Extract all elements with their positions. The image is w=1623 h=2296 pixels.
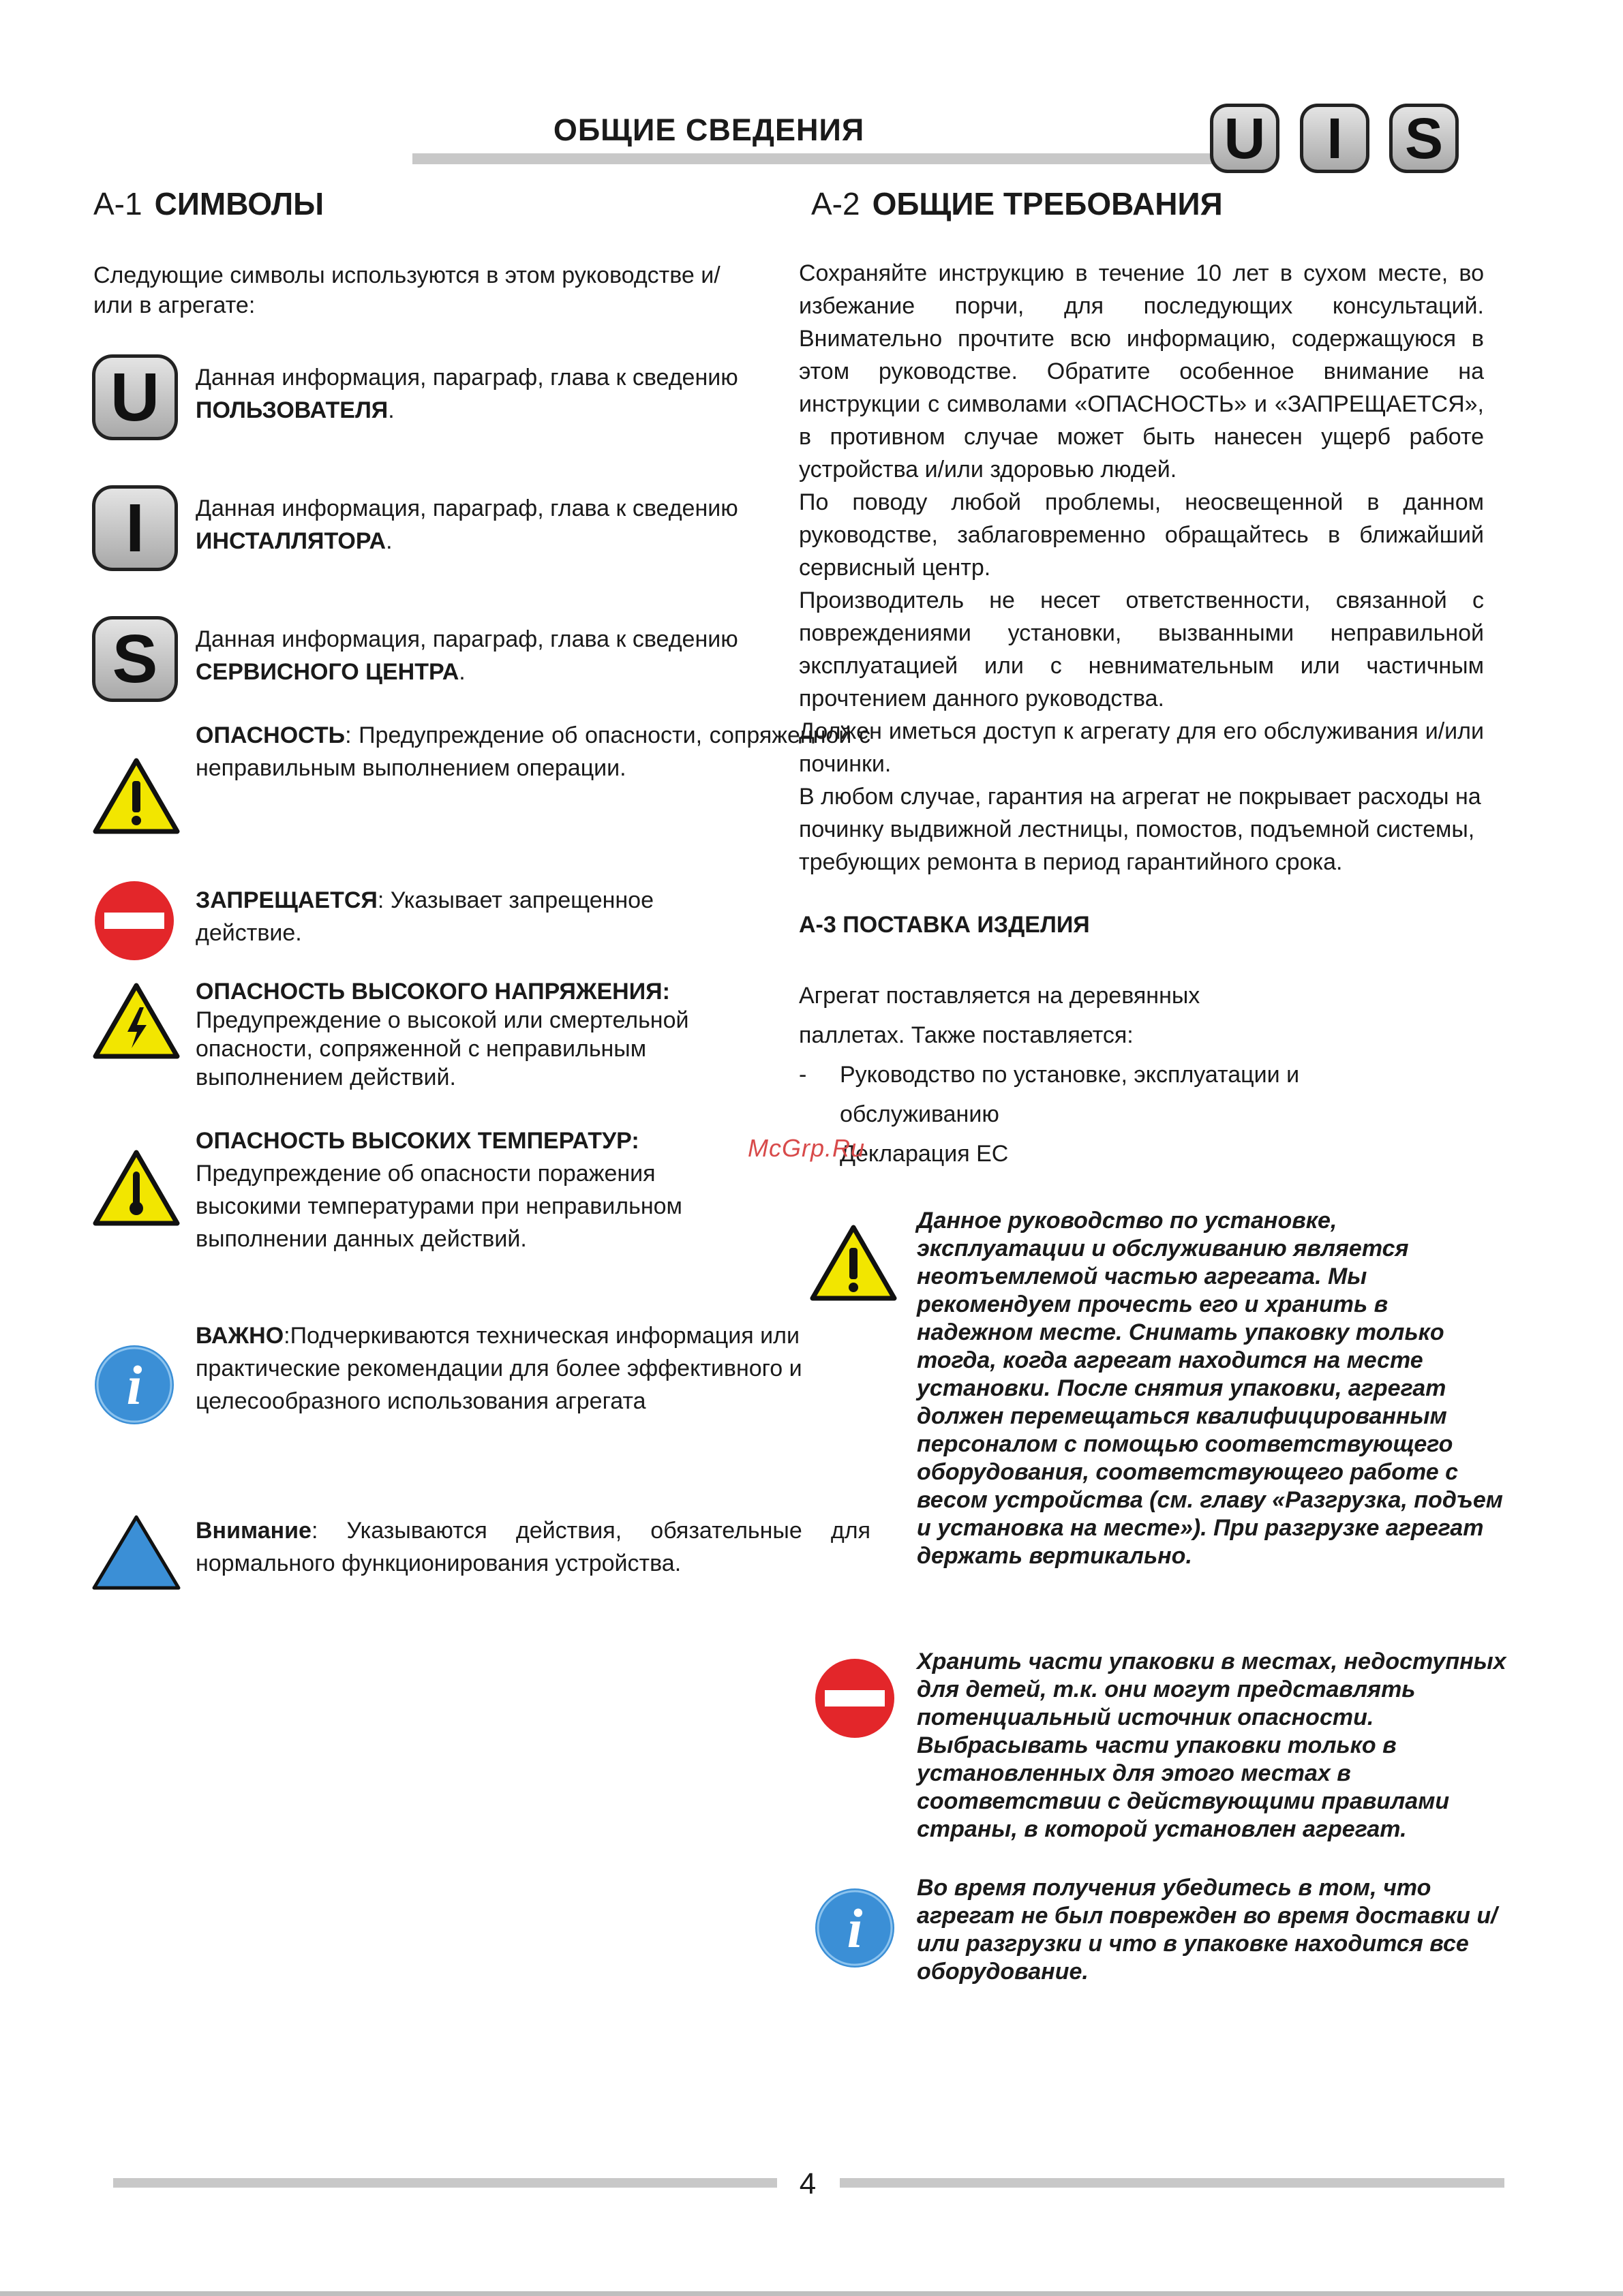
delivery-info-note: Во время получения убедитесь в том, что агрегат не был поврежден во время доставки и/или разгрузки и что в упаковке находится все оборудование.	[917, 1875, 1498, 1985]
svg-text:i: i	[847, 1897, 863, 1959]
info-icon	[813, 1886, 897, 1970]
symbol-important-text	[196, 1319, 877, 1418]
list-item: Декларация ЕС	[840, 1141, 1009, 1167]
packaging-forbidden-note: Хранить части упаковки в местах, недоступных для детей, т.к. они могут представлять потенциальный источник опасности. Выбрасывать части упаковки только в установленных для этого местах в соответствии с действующими правилами страны, в которой установлен агрегат.	[917, 1649, 1506, 1842]
list-bullet: -	[799, 1062, 807, 1088]
symbol-target: ОПАСНОСТЬ ВЫСОКИХ ТЕМПЕРАТУР	[196, 1128, 632, 1154]
symbol-desc: :Подчеркиваются техническая информация или практические рекомендации для более эффективного и целесообразного использования агрегата	[196, 1323, 802, 1414]
warning-triangle-icon	[92, 756, 181, 835]
user-badge-icon: U	[1210, 104, 1279, 173]
symbol-target: ЗАПРЕЩАЕТСЯ	[196, 887, 378, 913]
symbol-target: ВАЖНО	[196, 1323, 284, 1349]
symbol-desc: Данная информация, параграф, глава к сведению	[196, 495, 738, 521]
symbol-target: ПОЛЬЗОВАТЕЛЯ	[196, 397, 389, 423]
symbol-attention-text	[196, 1514, 870, 1580]
symbol-desc: Предупреждение об опасности поражения высокими температурами при неправильном выполнении данных действий.	[196, 1161, 682, 1252]
paragraph: По поводу любой проблемы, неосвещенной в данном руководстве, заблаговременно обращайтесь в ближайший сервисный центр.	[799, 489, 1484, 581]
symbol-desc: Данная информация, параграф, глава к сведению	[196, 626, 738, 652]
no-entry-icon	[92, 878, 177, 963]
watermark: McGrp.Ru	[748, 1134, 866, 1162]
svg-text:i: i	[126, 1354, 142, 1416]
footer-divider-right	[840, 2178, 1504, 2188]
section-title: ОБЩИЕ ТРЕБОВАНИЯ	[872, 186, 1223, 221]
installer-badge-icon: I	[1300, 104, 1369, 173]
section-number: A-2	[811, 186, 860, 221]
symbol-desc: : Указывает запрещенное действие.	[196, 887, 654, 946]
section-title: ПОСТАВКА ИЗДЕЛИЯ	[843, 912, 1090, 938]
page-header-title: ОБЩИЕ СВЕДЕНИЯ	[553, 112, 865, 147]
symbol-target: ИНСТАЛЛЯТОРА	[196, 528, 386, 554]
symbol-target: СЕРВИСНОГО ЦЕНТРА	[196, 659, 459, 685]
section-number: A-3	[799, 912, 836, 938]
symbol-desc: Предупреждение о высокой или смертельной опасности, сопряженной с неправильным выполнением действий.	[196, 1007, 689, 1090]
page-number: 4	[799, 2167, 817, 2201]
section-a2-heading	[811, 185, 1223, 222]
installer-badge-icon: I	[92, 485, 178, 571]
symbols-intro: Следующие символы используются в этом руководстве и/или в агрегате:	[93, 262, 721, 318]
symbol-high-voltage-text	[196, 977, 870, 1092]
footer-divider-left	[113, 2178, 777, 2188]
symbol-colon: :	[662, 979, 670, 1005]
high-voltage-icon	[92, 981, 181, 1060]
symbol-target: Внимание	[196, 1518, 312, 1544]
supply-line: Агрегат поставляется на деревянных	[799, 983, 1200, 1009]
symbol-target: ОПАСНОСТЬ	[196, 722, 346, 748]
symbol-colon: :	[631, 1128, 639, 1154]
section-title: СИМВОЛЫ	[154, 186, 324, 221]
section-a3-heading	[799, 912, 1090, 938]
bottom-edge	[0, 2291, 1623, 2296]
symbol-service-text	[196, 623, 870, 688]
symbol-installer-text	[196, 492, 870, 557]
paragraph: Сохраняйте инструкцию в течение 10 лет в сухом месте, во избежание порчи, для последующих консультаций. Внимательно прочтите всю информацию, содержащуюся в этом руководстве. Обратите особенное внимание на инструкции с символами «ОПАСНОСТЬ» и «ЗАПРЕЩАЕТСЯ», в противном случае может быть нанесен ущерб работе устройства и/или здоровью людей.	[799, 260, 1484, 483]
header-divider	[412, 153, 1227, 164]
symbol-end: .	[459, 659, 466, 685]
symbol-desc: : Указываются действия, обязательные для нормального функционирования устройства.	[196, 1518, 870, 1576]
symbol-desc: : Предупреждение об опасности, сопряженной с неправильным выполнением операции.	[196, 722, 870, 781]
user-badge-icon: U	[92, 354, 178, 440]
paragraph: В любом случае, гарантия на агрегат не покрывает расходы на починку выдвижной лестницы, помостов, подъемной системы, требующих ремонта в период гарантийного срока.	[799, 784, 1481, 875]
symbol-desc: Данная информация, параграф, глава к сведению	[196, 365, 738, 391]
section-number: A-1	[93, 186, 142, 221]
supply-list	[799, 1055, 1358, 1174]
symbol-target: ОПАСНОСТЬ ВЫСОКОГО НАПРЯЖЕНИЯ	[196, 979, 663, 1005]
unpacking-warning-note: Данное руководство по установке, эксплуатации и обслуживанию является неотъемлемой частью агрегата. Мы рекомендуем прочесть его и хранить в надежном месте. Снимать упаковку только тогда, когда агрегат находится на месте установки. После снятия упаковки, агрегат должен перемещаться квалифицированным персоналом с помощью соответствующего оборудования, соответствующего работе с весом устройства (см. главу «Разгрузка, подъем и установка на месте»). При разгрузке агрегат держать вертикально.	[917, 1208, 1503, 1569]
high-temperature-icon	[92, 1148, 181, 1227]
paragraph: Производитель не несет ответственности, связанной с повреждениями установки, вызванными неправильной эксплуатацией или с невнимательным или частичным прочтением данного руководства.	[799, 587, 1484, 711]
symbol-end: .	[386, 528, 393, 554]
blue-triangle-icon	[92, 1514, 181, 1591]
info-icon	[92, 1343, 177, 1427]
section-a1-heading	[93, 185, 324, 222]
symbol-end: .	[388, 397, 395, 423]
symbol-user-text	[196, 361, 870, 427]
symbol-forbidden-text	[196, 884, 714, 949]
list-item	[799, 1055, 1358, 1134]
warning-triangle-icon	[809, 1223, 898, 1302]
general-requirements-body	[799, 257, 1484, 878]
service-badge-icon: S	[92, 616, 178, 702]
service-badge-icon: S	[1389, 104, 1459, 173]
supply-description	[799, 976, 1200, 1055]
paragraph: Должен иметься доступ к агрегату для его обслуживания и/или починки.	[799, 718, 1484, 777]
symbol-danger-text	[196, 719, 870, 784]
no-entry-icon	[813, 1656, 897, 1741]
list-item-text: Руководство по установке, эксплуатации и обслуживанию	[840, 1062, 1300, 1127]
supply-line: паллетах. Также поставляется:	[799, 1022, 1134, 1048]
